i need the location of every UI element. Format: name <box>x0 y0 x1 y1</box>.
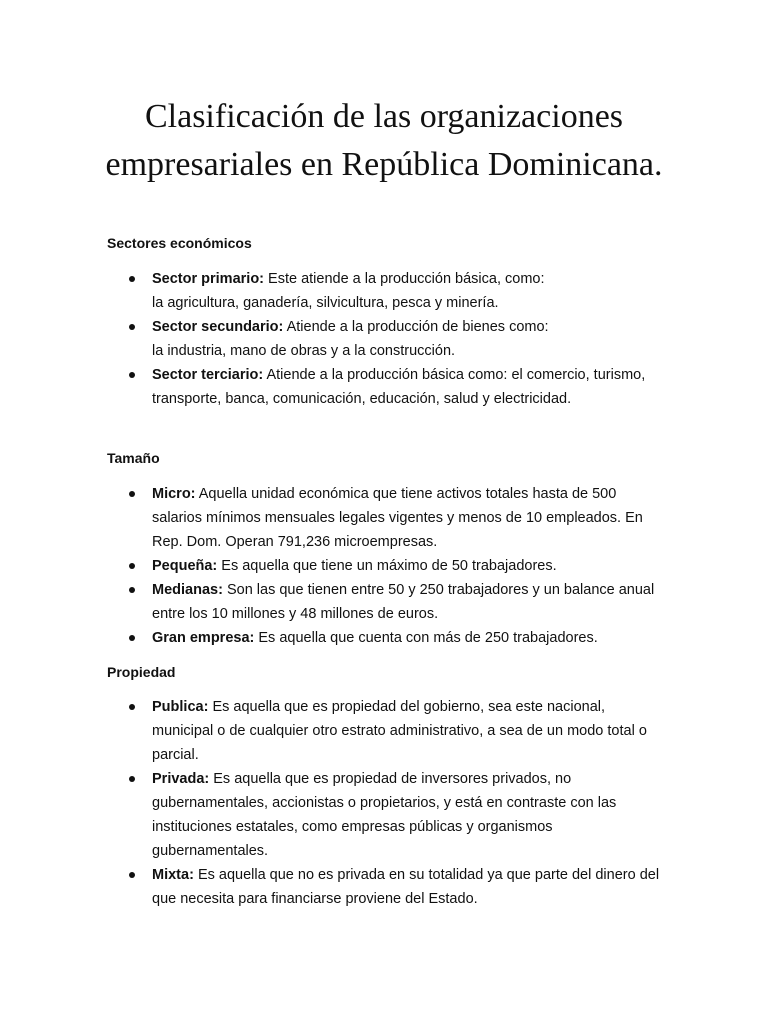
list-item <box>107 267 667 315</box>
bullet-icon <box>129 563 135 569</box>
bullet-icon <box>129 872 135 878</box>
item-text: Es aquella que cuenta con más de 250 trabajadores. <box>258 630 598 646</box>
tamano-list <box>107 482 667 650</box>
item-term: Privada: <box>152 771 210 787</box>
section-heading-propiedad: Propiedad <box>107 664 176 680</box>
propiedad-list <box>107 695 667 911</box>
item-term: Medianas: <box>152 582 223 598</box>
item-text: Este atiende a la producción básica, como: <box>268 271 545 287</box>
item-term: Sector terciario: <box>152 367 264 383</box>
list-item <box>107 767 667 863</box>
item-term: Pequeña: <box>152 558 218 574</box>
document-title <box>80 93 688 189</box>
bullet-icon <box>129 491 135 497</box>
list-item <box>107 626 667 650</box>
list-item <box>107 863 667 911</box>
list-item <box>107 695 667 767</box>
item-term: Mixta: <box>152 867 194 883</box>
item-text: Es aquella que es propiedad de inversores privados, no gubernamentales, accionistas o propietarios, y está en contraste con las instituciones estatales, como empresas públicas y organismos gubernamentales. <box>152 771 617 859</box>
section-heading-sectores: Sectores económicos <box>107 235 252 251</box>
item-text: Es aquella que no es privada en su totalidad ya que parte del dinero del que necesita para financiarse proviene del Estado. <box>152 867 660 907</box>
bullet-icon <box>129 776 135 782</box>
item-term: Micro: <box>152 486 196 502</box>
section-heading-tamano: Tamaño <box>107 450 160 466</box>
item-text: Aquella unidad económica que tiene activos totales hasta de 500 salarios mínimos mensuales legales vigentes y menos de 10 empleados. En Rep. Dom. Operan 791,236 microempresas. <box>152 486 643 550</box>
item-term: Publica: <box>152 699 209 715</box>
bullet-icon <box>129 372 135 378</box>
bullet-icon <box>129 704 135 710</box>
list-item <box>107 578 667 626</box>
bullet-icon <box>129 324 135 330</box>
bullet-icon <box>129 587 135 593</box>
item-text-continued: la agricultura, ganadería, silvicultura, pesca y minería. <box>152 295 499 311</box>
item-term: Sector primario: <box>152 271 264 287</box>
title-line-2: empresariales en República Dominicana. <box>105 146 663 183</box>
item-term: Sector secundario: <box>152 319 284 335</box>
item-text: Atiende a la producción básica como: el comercio, turismo, transporte, banca, comunicación, educación, salud y electricidad. <box>152 367 646 407</box>
bullet-icon <box>129 276 135 282</box>
item-term: Gran empresa: <box>152 630 255 646</box>
item-text: Atiende a la producción de bienes como: <box>286 319 549 335</box>
list-item <box>107 482 667 554</box>
list-item <box>107 315 667 363</box>
item-text: Son las que tienen entre 50 y 250 trabajadores y un balance anual entre los 10 millones y 48 millones de euros. <box>152 582 655 622</box>
bullet-icon <box>129 635 135 641</box>
list-item <box>107 554 667 578</box>
item-text: Es aquella que es propiedad del gobierno, sea este nacional, municipal o de cualquier otro estrato administrativo, a sea de un modo total o parcial. <box>152 699 647 763</box>
list-item <box>107 363 667 411</box>
item-text: Es aquella que tiene un máximo de 50 trabajadores. <box>221 558 557 574</box>
item-text-continued: la industria, mano de obras y a la construcción. <box>152 343 456 359</box>
sectores-list <box>107 267 667 411</box>
title-line-1: Clasificación de las organizaciones <box>144 98 624 135</box>
